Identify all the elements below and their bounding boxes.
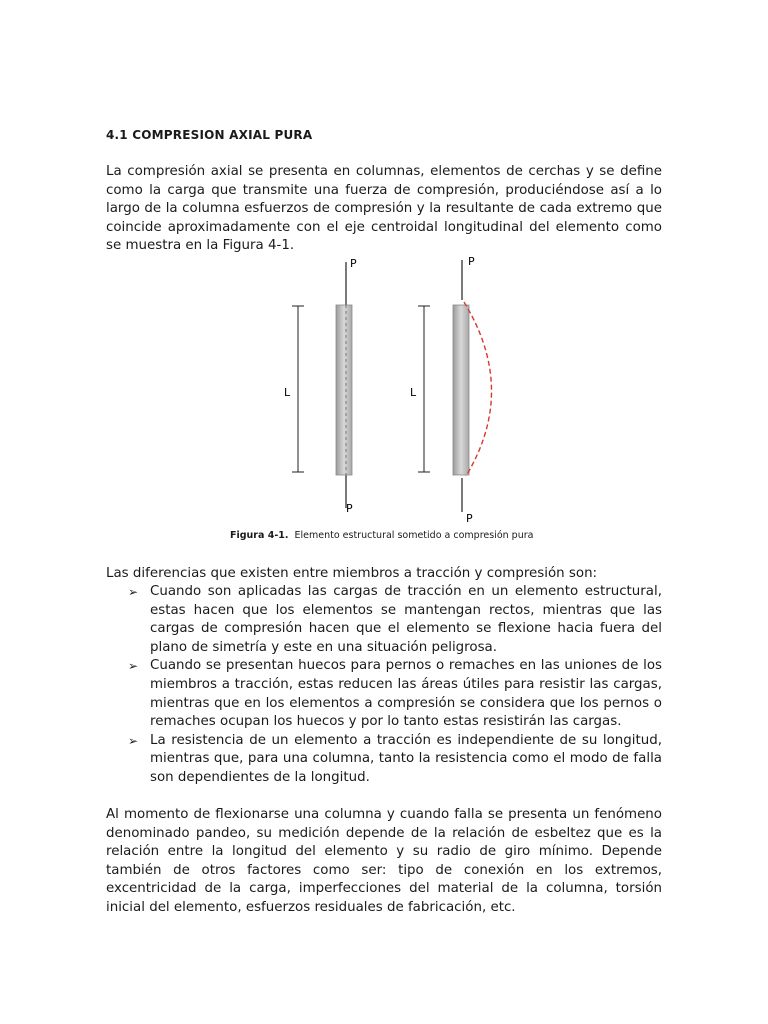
load-label-top-left: P [350,257,357,270]
differences-lead: Las diferencias que existen entre miembros a tracción y compresión son: [106,566,598,581]
list-item-text: Cuando se presentan huecos para pernos o remaches en las uniones de los miembros a tracción, estas reducen las áreas útiles para resistir las cargas, mientras que en los elementos a compresión se considera que los pernos o remaches ocupan los huecos y por lo tanto estas resistirán las cargas. [150,658,662,730]
load-label-bottom-right: P [466,512,473,525]
list-item-text: La resistencia de un elemento a tracción es independiente de su longitud, mientras que, para una columna, tanto la resistencia como el modo de falla son dependientes de la longitud. [150,732,662,785]
buckled-column [453,305,469,475]
section-heading: 4.1 COMPRESION AXIAL PURA [106,128,313,142]
list-item [128,583,662,657]
intro-paragraph: La compresión axial se presenta en columnas, elementos de cerchas y se define como la carga que transmite una fuerza de compresión, produciéndose así a lo largo de la columna esfuerzos de compresión y la resultante de cada extremo que coincide aproximadamente con el eje centroidal longitudinal del elemento como se muestra en la Figura 4-1. [106,164,662,254]
figure-caption-text: Elemento estructural sometido a compresión pura [294,530,534,541]
length-label-left: L [284,386,291,399]
figure-caption-label: Figura 4-1. [230,530,289,541]
straight-column [336,305,352,475]
straight-column-group [284,257,357,515]
figure-caption [230,530,533,541]
differences-list [128,583,662,788]
load-label-top-right: P [468,255,475,268]
buckling-paragraph: Al momento de flexionarse una columna y cuando falla se presenta un fenómeno denominado pandeo, su medición depende de la relación de esbeltez que es la relación entre la longitud del elemento y su radio de giro mínimo. Depende también de otros factores como ser: tipo de conexión en los extremos, excentricidad de la carga, imperfecciones del material de la columna, torsión inicial del elemento, esfuerzos residuales de fabricación, etc. [106,807,662,915]
length-label-right: L [410,386,417,399]
arrow-bullet-icon: ➢ [128,659,139,674]
arrow-bullet-icon: ➢ [128,585,139,599]
arrow-bullet-icon: ➢ [128,733,139,748]
list-item [128,732,662,788]
column-compression-figure [270,250,510,530]
load-label-bottom-left: P [346,502,353,515]
buckled-column-group [410,255,492,525]
list-item-text: Cuando son aplicadas las cargas de tracción en un elemento estructural, estas hacen que los elementos se mantengan rectos, mientras que las cargas de compresión hacen que el elemento se flexione hacia fuera del plano de simetría y este en una situación peligrosa. [150,584,662,655]
list-item [128,657,662,731]
